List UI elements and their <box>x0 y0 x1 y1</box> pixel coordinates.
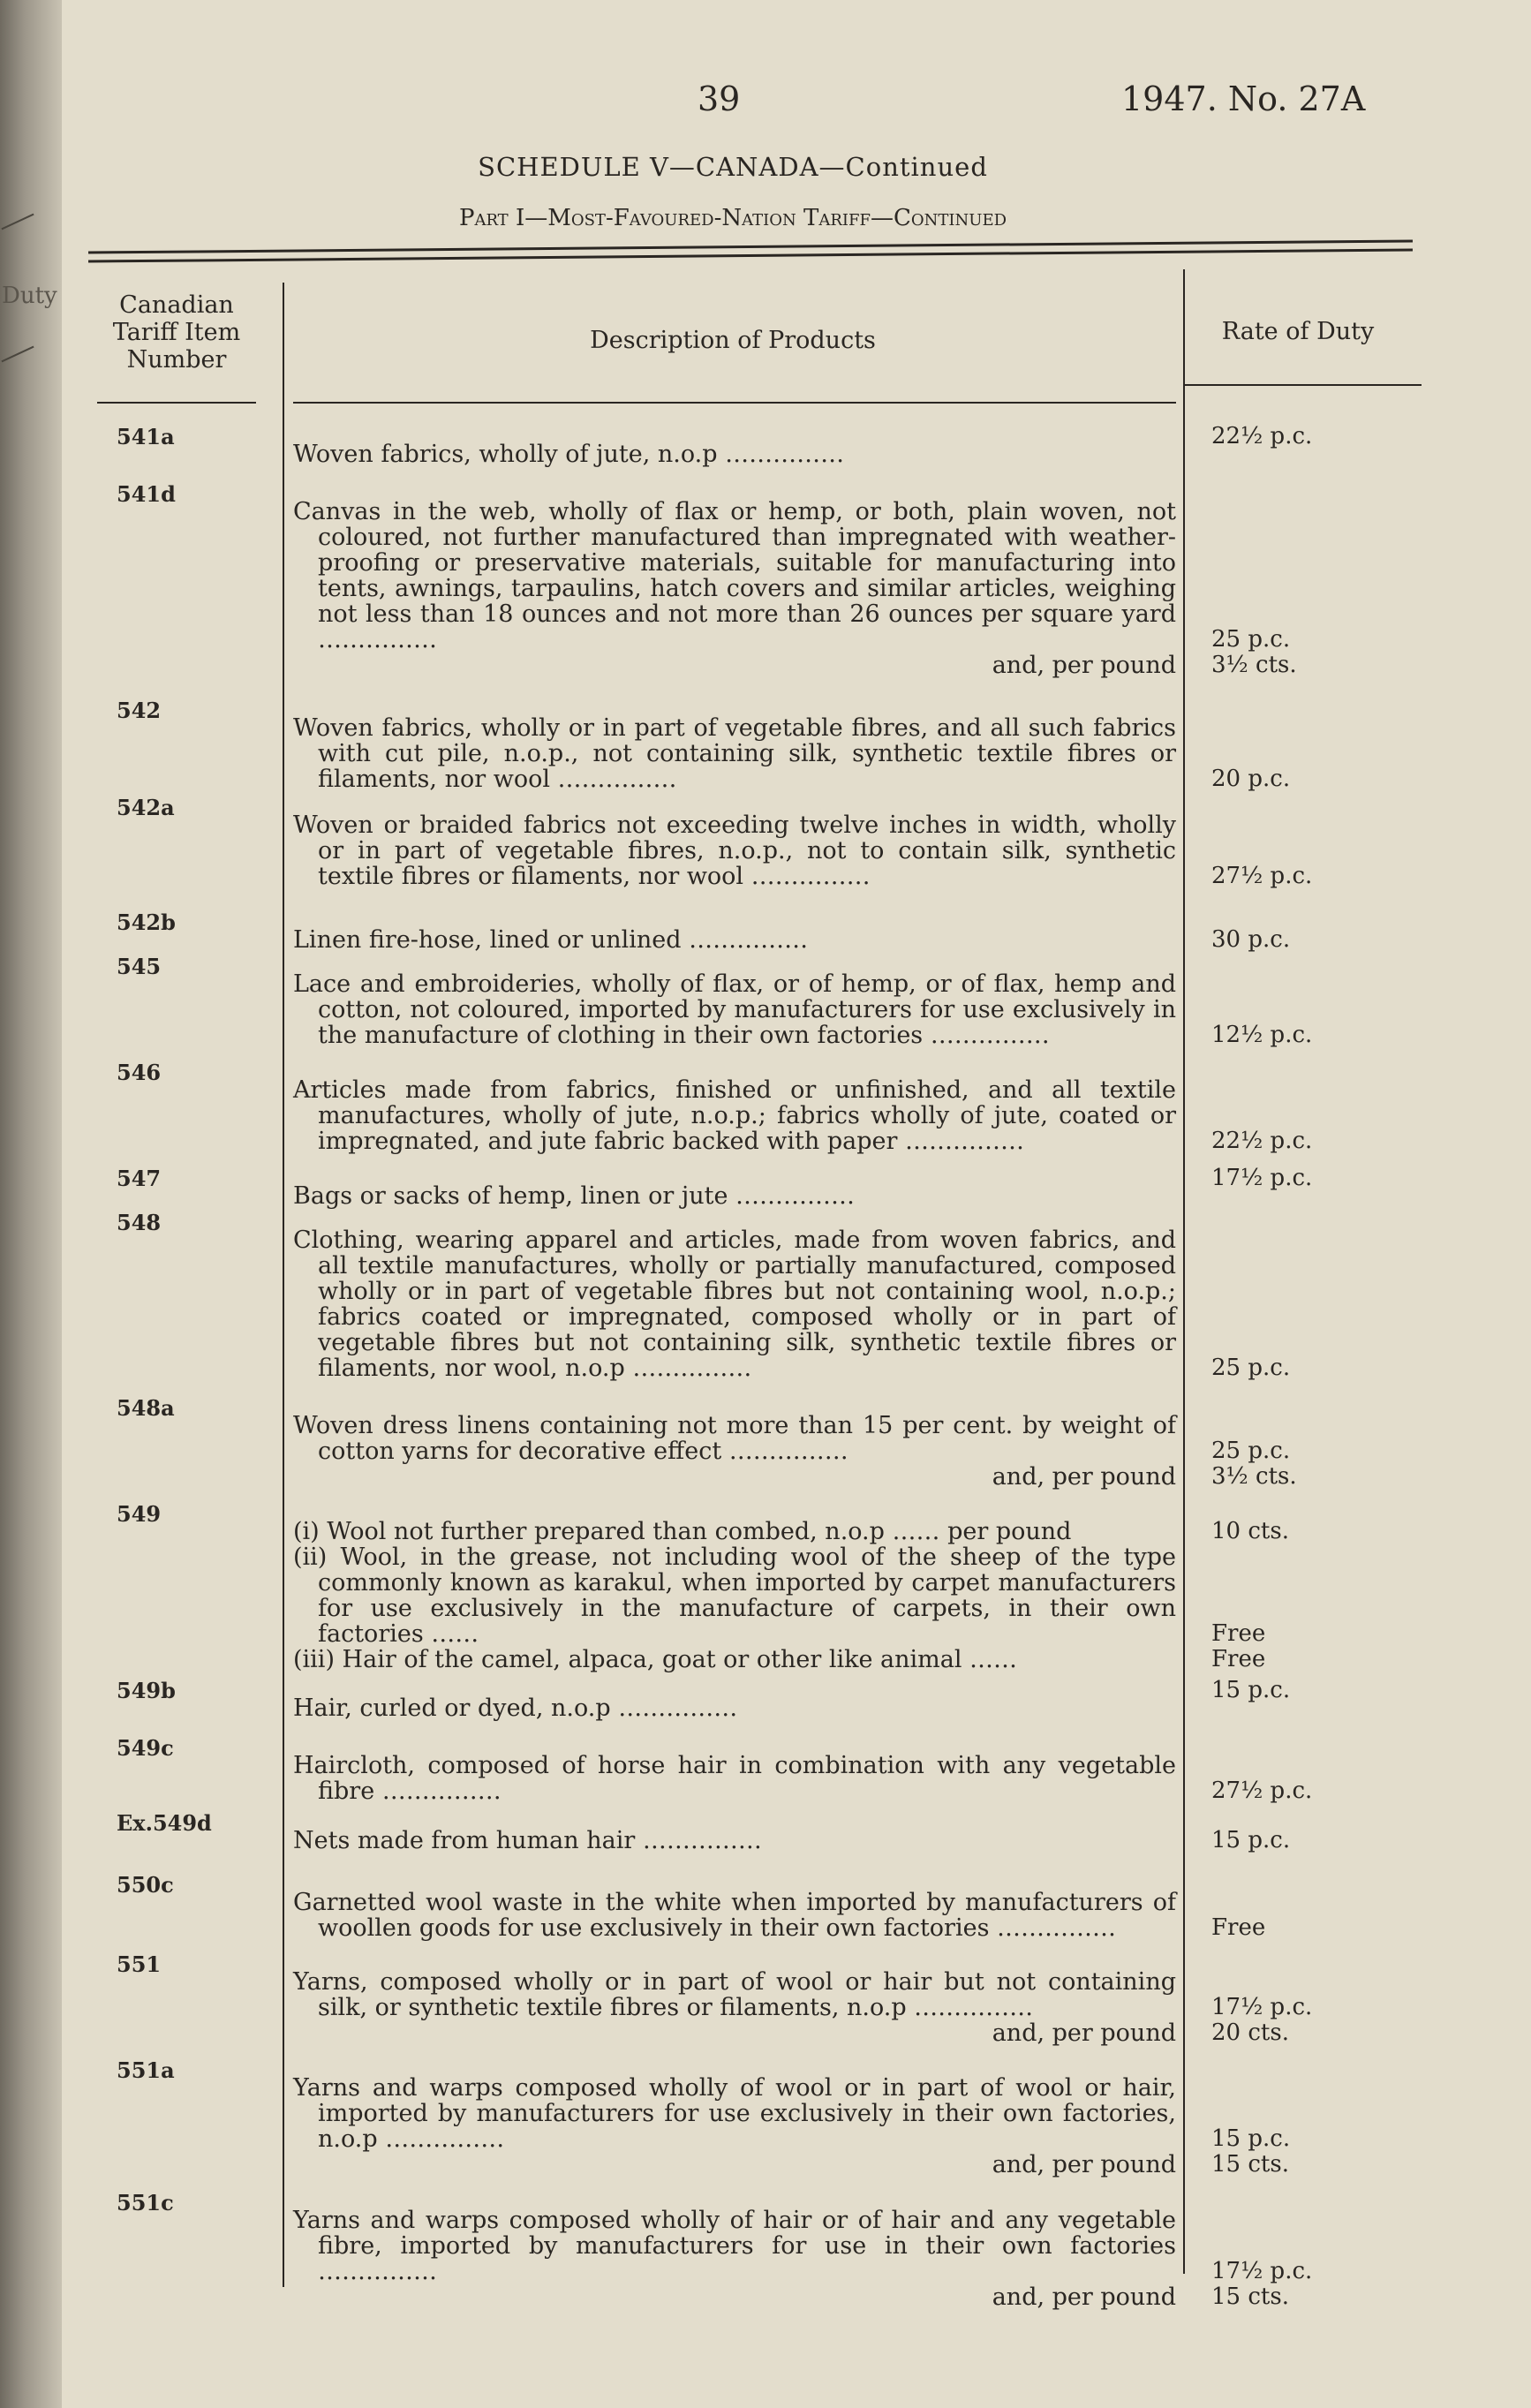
description-text: Nets made from human hair …………… <box>293 1827 762 1854</box>
document-page <box>62 0 1531 2408</box>
rate-of-duty <box>1211 2126 1361 2178</box>
rate-value: 17½ p.c. <box>1211 1165 1313 1191</box>
rate-of-duty <box>1211 927 1361 953</box>
description-text: Hair, curled or dyed, n.o.p …………… <box>293 1695 738 1722</box>
and-per-pound: and, per pound <box>992 1463 1176 1491</box>
product-description <box>293 499 1176 678</box>
header-underline <box>97 402 256 404</box>
tariff-item-number: Ex.549d <box>117 1810 212 1836</box>
rate-of-duty <box>1211 1995 1361 2046</box>
rate-of-duty <box>1211 1355 1361 1381</box>
rate-of-duty <box>1211 424 1361 449</box>
product-description <box>293 1519 1176 1672</box>
column-header-description: Description of Products <box>590 327 876 354</box>
schedule-title: SCHEDULE V—CANADA—Continued <box>478 152 988 182</box>
description-text: Woven dress linens containing not more than 15 per cent. by weight of cotton yarns for decorative effect …………… <box>293 1412 1176 1465</box>
rate-of-duty <box>1211 2259 1361 2310</box>
rate-value: Free <box>1211 1646 1266 1672</box>
rate-of-duty <box>1211 1166 1361 1191</box>
product-description <box>293 1828 1176 1853</box>
rate-value: 15 p.c. <box>1211 2125 1291 2152</box>
product-description <box>293 1183 1176 1209</box>
description-text: Clothing, wearing apparel and articles, made from woven fabrics, and all textile manufactures, wholly or partially manufactured, composed wholly or in part of vegetable fibres but not containing wool, n.o.p.; fabrics coated or impregnated, composed wholly or in part of vegetable fibres but not containing silk, synthetic textile fibres or filaments, nor wool, n.o.p …………… <box>293 1227 1176 1382</box>
product-description <box>293 812 1176 889</box>
column-divider <box>283 283 284 2287</box>
description-text: Garnetted wool waste in the white when imported by manufacturers of woollen goods for use exclusively in their own factories …………… <box>293 1889 1176 1942</box>
description-text: Yarns and warps composed wholly of hair or of hair and any vegetable fibre, imported by manufacturers for use in their own factories …………… <box>293 2207 1176 2285</box>
tariff-item-number: 542 <box>117 698 162 723</box>
and-per-pound: and, per pound <box>992 2151 1176 2178</box>
previous-page-fragment: Duty <box>2 283 57 309</box>
tariff-item-number: 550c <box>117 1872 174 1898</box>
column-header-item-number: Canadian Tariff Item Number <box>112 291 241 374</box>
rate-of-duty <box>1211 1438 1361 1490</box>
product-description <box>293 1227 1176 1381</box>
tariff-item-number: 549c <box>117 1735 174 1761</box>
rate-of-duty <box>1211 1129 1361 1154</box>
tariff-item-number: 542b <box>117 910 176 935</box>
rate-of-duty <box>1211 1678 1361 1703</box>
rate-value: 15 p.c. <box>1211 1677 1291 1703</box>
rate-value: 22½ p.c. <box>1211 1128 1313 1154</box>
tariff-item-number: 551 <box>117 1951 162 1977</box>
rate-value: 15 cts. <box>1211 2283 1289 2310</box>
description-text: Woven fabrics, wholly or in part of vegetable fibres, and all such fabrics with cut pile, n.o.p., not containing silk, synthetic textile fibres or filaments, nor wool …………… <box>293 714 1176 793</box>
tariff-item-number: 549 <box>117 1501 162 1527</box>
description-text: Lace and embroideries, wholly of flax, or of hemp, or of flax, hemp and cotton, not coloured, imported by manufacturers for use exclusively in the manufacture of clothing in their own factories …………… <box>293 970 1176 1049</box>
rate-value: 25 p.c. <box>1211 1355 1291 1381</box>
column-header-rate: Rate of Duty <box>1221 318 1375 345</box>
rate-value: 15 p.c. <box>1211 1827 1291 1853</box>
rate-of-duty <box>1211 1023 1361 1048</box>
tariff-item-number: 541d <box>117 481 176 507</box>
product-description <box>293 1890 1176 1941</box>
product-description <box>293 1695 1176 1721</box>
product-description <box>293 2208 1176 2310</box>
description-text: Woven or braided fabrics not exceeding twelve inches in width, wholly or in part of vegetable fibres, n.o.p., not to contain silk, synthetic textile fibres or filaments, nor wool …………… <box>293 811 1176 890</box>
product-description <box>293 971 1176 1048</box>
tariff-item-number: 547 <box>117 1166 162 1191</box>
rate-of-duty <box>1211 1915 1361 1941</box>
rate-value: 27½ p.c. <box>1211 863 1313 889</box>
tariff-item-number: 551c <box>117 2190 174 2216</box>
product-description <box>293 2075 1176 2178</box>
description-text: Articles made from fabrics, finished or unfinished, and all textile manufactures, wholly of jute, n.o.p.; fabrics wholly of jute, coated or impregnated, and jute fabric backed with paper …………… <box>293 1076 1176 1155</box>
rate-of-duty <box>1211 627 1361 678</box>
rate-of-duty <box>1211 1828 1361 1853</box>
tariff-item-number: 541a <box>117 424 175 449</box>
previous-page-rule <box>1 214 34 230</box>
product-subitem: (i) Wool not further prepared than combed, n.o.p …… per pound <box>293 1518 1072 1545</box>
header-underline <box>293 402 1176 404</box>
header-underline <box>1183 384 1422 386</box>
tariff-item-number: 548a <box>117 1395 175 1421</box>
rate-value: Free <box>1211 1914 1266 1941</box>
rate-value: Free <box>1211 1620 1266 1647</box>
and-per-pound: and, per pound <box>992 652 1176 679</box>
tariff-item-number: 549b <box>117 1678 176 1703</box>
tariff-item-number: 542a <box>117 795 175 820</box>
product-subitem: (ii) Wool, in the grease, not including wool of the sheep of the type commonly known as karakul, when imported by carpet manufacturers for use exclusively in the manufacture of carpets, in their own factories …… <box>293 1544 1176 1648</box>
previous-page-edge <box>0 0 62 2408</box>
rate-value: 12½ p.c. <box>1211 1022 1313 1048</box>
rate-value: 3½ cts. <box>1211 1463 1297 1490</box>
product-subitem: (iii) Hair of the camel, alpaca, goat or other like animal …… <box>293 1646 1018 1673</box>
rate-value: 10 cts. <box>1211 1518 1289 1544</box>
rate-value: 3½ cts. <box>1211 652 1297 678</box>
rate-value: 30 p.c. <box>1211 926 1291 953</box>
rate-value: 25 p.c. <box>1211 1438 1291 1464</box>
tariff-item-number: 548 <box>117 1210 162 1235</box>
rate-value: 25 p.c. <box>1211 626 1291 653</box>
description-text: Bags or sacks of hemp, linen or jute …………… <box>293 1182 856 1210</box>
page-number: 39 <box>698 79 741 118</box>
part-title: Part I—Most-Favoured-Nation Tariff—Continued <box>458 205 1007 231</box>
product-description <box>293 715 1176 792</box>
description-text: Linen fire-hose, lined or unlined …………… <box>293 926 809 954</box>
and-per-pound: and, per pound <box>992 2283 1176 2311</box>
description-text: Yarns and warps composed wholly of wool or in part of wool or hair, imported by manufacturers for use exclusively in their own factories, n.o.p …………… <box>293 2074 1176 2153</box>
document-number: 1947. No. 27A <box>1121 79 1366 118</box>
description-text: Haircloth, composed of horse hair in combination with any vegetable fibre …………… <box>293 1752 1176 1805</box>
rate-of-duty <box>1211 766 1361 792</box>
rate-value: 27½ p.c. <box>1211 1778 1313 1804</box>
tariff-item-number: 545 <box>117 954 162 979</box>
product-description <box>293 1753 1176 1804</box>
rate-of-duty <box>1211 864 1361 889</box>
rate-value: 17½ p.c. <box>1211 2258 1313 2284</box>
description-text: Yarns, composed wholly or in part of wool or hair but not containing silk, or synthetic textile fibres or filaments, n.o.p …………… <box>293 1968 1176 2021</box>
rate-value: 20 cts. <box>1211 2019 1289 2046</box>
rate-of-duty <box>1211 1519 1361 1672</box>
description-text: Canvas in the web, wholly of flax or hemp, or both, plain woven, not coloured, not further manufactured than impregnated with weather-proofing or preservative materials, suitable for manufacturing into tents, awnings, tarpaulins, hatch covers and similar articles, weighing not less than 18 ounces and not more than 26 ounces per square yard …………… <box>293 498 1176 653</box>
rate-value: 17½ p.c. <box>1211 1994 1313 2020</box>
previous-page-rule <box>1 346 34 363</box>
description-text: Woven fabrics, wholly of jute, n.o.p …………… <box>293 441 845 468</box>
rate-of-duty <box>1211 1778 1361 1804</box>
rate-value: 20 p.c. <box>1211 766 1291 792</box>
column-divider <box>1183 269 1185 2274</box>
tariff-item-number: 546 <box>117 1060 162 1085</box>
product-description <box>293 1969 1176 2046</box>
product-description <box>293 1413 1176 1490</box>
product-description <box>293 1077 1176 1154</box>
product-description <box>293 442 1176 467</box>
product-description <box>293 927 1176 953</box>
and-per-pound: and, per pound <box>992 2019 1176 2047</box>
rate-value: 22½ p.c. <box>1211 423 1313 449</box>
rate-value: 15 cts. <box>1211 2151 1289 2178</box>
tariff-item-number: 551a <box>117 2057 175 2083</box>
